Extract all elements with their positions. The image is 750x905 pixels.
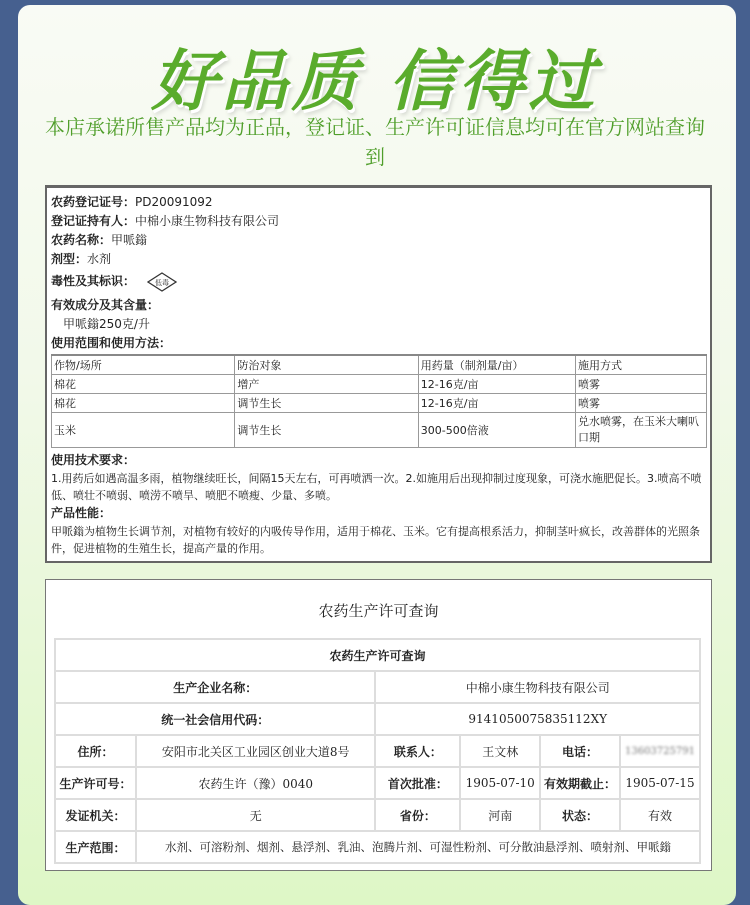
tech-label: 使用技术要求： xyxy=(51,453,136,467)
ingredient-label: 有效成分及其含量： xyxy=(51,298,160,312)
license-title: 农药生产许可查询 xyxy=(318,602,439,620)
subtitle: 本店承诺所售产品均为正品，登记证、生产许可证信息均可在官方网站查询到 xyxy=(45,115,705,169)
cell: 12-16克/亩 xyxy=(418,394,575,413)
pesticide-name: 甲哌鎓 xyxy=(111,233,148,247)
first-approval: 1905-07-10 xyxy=(460,767,540,799)
toxicity-label: 毒性及其标识： xyxy=(51,274,136,288)
expiry-label: 有效期截止： xyxy=(540,767,620,799)
permit-label: 生产许可号： xyxy=(55,767,136,799)
tech-text: 1.用药后如遇高温多雨，植物继续旺长，间隔15天左右，可再喷洒一次。2.如施用后出现抑制过度现象，可浇水施肥促长。3.喷高不喷低、喷壮不喷弱、喷涝不喷旱、喷肥不喷瘦、少量、多喷。 xyxy=(51,472,702,502)
contact-label: 联系人： xyxy=(375,735,460,767)
phone-label: 电话： xyxy=(540,735,620,767)
perf-text: 甲哌鎓为植物生长调节剂，对植物有较好的内吸传导作用，适用于棉花、玉米。它有提高根系活力，抑制茎叶疯长，改善群体的光照条件，促进植物的生殖生长，提高产量的作用。 xyxy=(51,525,700,555)
credit-code: 9141050075835112XY xyxy=(375,703,700,735)
permit: 农药生许（豫）0040 xyxy=(136,767,375,799)
first-approval-label: 首次批准： xyxy=(375,767,460,799)
company: 中棉小康生物科技有限公司 xyxy=(375,671,700,703)
cell: 喷雾 xyxy=(575,375,706,394)
header-cell: 防治对象 xyxy=(235,355,418,375)
cell: 喷雾 xyxy=(575,394,706,413)
province-label: 省份： xyxy=(375,799,460,831)
license-card xyxy=(45,579,712,871)
address-label: 住所： xyxy=(55,735,136,767)
header-cell: 施用方式 xyxy=(575,355,706,375)
status: 有效 xyxy=(620,799,700,831)
cell: 棉花 xyxy=(52,394,235,413)
reg-no: PD20091092 xyxy=(135,195,213,209)
issuer-label: 发证机关： xyxy=(55,799,136,831)
address: 安阳市北关区工业园区创业大道8号 xyxy=(136,735,375,767)
headline: 好品质 信得过 xyxy=(151,43,599,120)
status-label: 状态： xyxy=(540,799,620,831)
cell: 12-16克/亩 xyxy=(418,375,575,394)
issuer: 无 xyxy=(136,799,375,831)
table-header-row xyxy=(52,355,707,375)
header-cell: 用药量（制剂量/亩） xyxy=(418,355,575,375)
registration-card xyxy=(45,185,712,563)
cell: 调节生长 xyxy=(235,413,418,448)
usage-table xyxy=(51,354,707,448)
credit-label: 统一社会信用代码： xyxy=(55,703,375,735)
license-table xyxy=(54,638,701,864)
license-table-title: 农药生产许可查询 xyxy=(55,639,700,671)
cell: 兑水喷雾，在玉米大喇叭口期 xyxy=(575,413,706,448)
holder: 中棉小康生物科技有限公司 xyxy=(135,214,280,228)
name-label: 农药名称： xyxy=(51,233,112,247)
table-row xyxy=(52,375,707,394)
contact: 王文林 xyxy=(460,735,540,767)
form: 水剂 xyxy=(87,252,112,266)
cell: 增产 xyxy=(235,375,418,394)
ingredient: 甲哌鎓250克/升 xyxy=(63,317,150,331)
province: 河南 xyxy=(460,799,540,831)
cell: 调节生长 xyxy=(235,394,418,413)
content-panel xyxy=(18,5,736,905)
table-row xyxy=(52,394,707,413)
toxicity-badge-text: 低毒 xyxy=(155,278,170,287)
cell: 棉花 xyxy=(52,375,235,394)
reg-no-label: 农药登记证号： xyxy=(51,195,136,209)
cell: 玉米 xyxy=(52,413,235,448)
header-cell: 作物/场所 xyxy=(52,355,235,375)
expiry: 1905-07-15 xyxy=(620,767,700,799)
company-label: 生产企业名称： xyxy=(55,671,375,703)
holder-label: 登记证持有人： xyxy=(51,214,136,228)
phone: 13603725791 xyxy=(620,735,700,767)
cell: 300-500倍液 xyxy=(418,413,575,448)
usage-label: 使用范围和使用方法： xyxy=(51,336,172,350)
scope: 水剂、可溶粉剂、烟剂、悬浮剂、乳油、泡腾片剂、可湿性粉剂、可分散油悬浮剂、喷射剂、甲哌鎓 xyxy=(136,831,700,863)
perf-label: 产品性能： xyxy=(51,506,112,520)
scope-label: 生产范围： xyxy=(55,831,136,863)
table-row xyxy=(52,413,707,448)
low-toxicity-icon xyxy=(147,272,177,292)
form-label: 剂型： xyxy=(51,252,88,266)
